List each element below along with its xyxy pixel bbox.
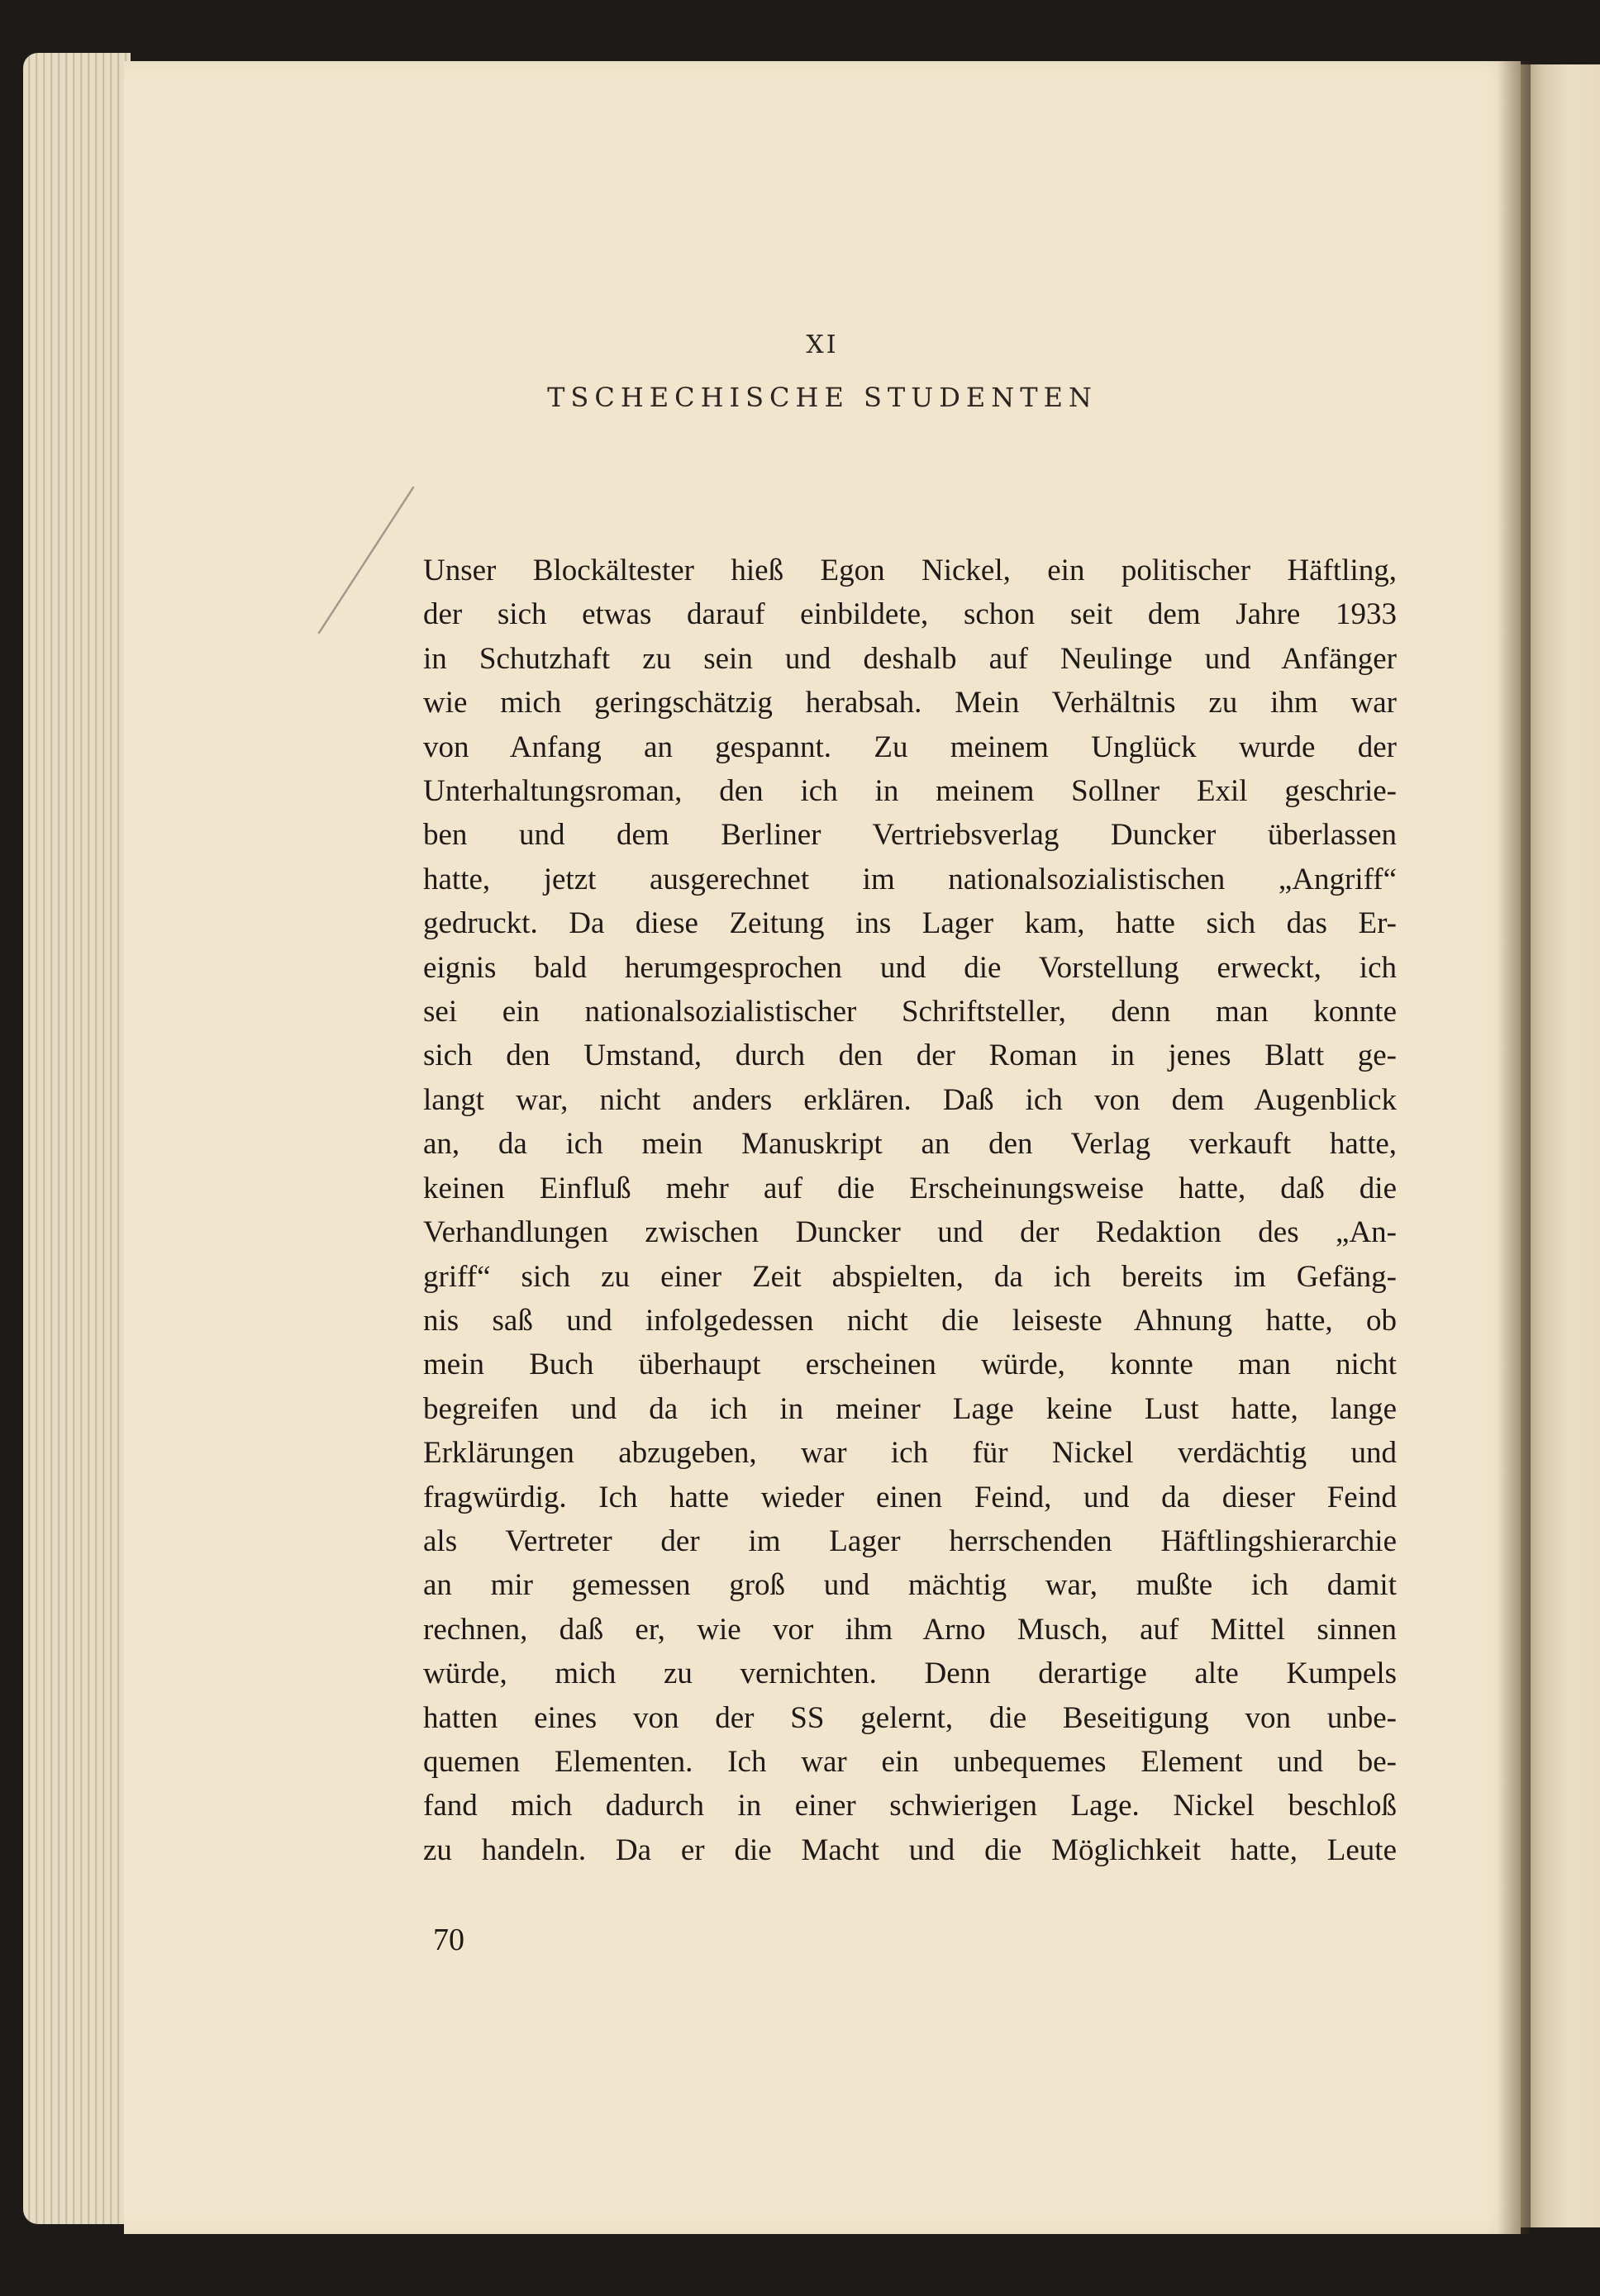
text-line: würde, mich zu vernichten. Denn derartige alte Kumpels: [423, 1657, 1397, 1691]
text-line: sich den Umstand, durch den der Roman in jenes Blatt ge-: [423, 1039, 1397, 1073]
text-line: an mir gemessen groß und mächtig war, mußte ich damit: [423, 1568, 1397, 1603]
chapter-number: XI: [806, 330, 839, 359]
text-line: hatten eines von der SS gelernt, die Beseitigung von unbe-: [423, 1700, 1397, 1735]
text-line: wie mich geringschätzig herabsah. Mein Verhältnis zu ihm war: [423, 686, 1397, 720]
text-line: zu handeln. Da er die Macht und die Möglichkeit hatte, Leute: [423, 1833, 1397, 1867]
text-line: nis saß und infolgedessen nicht die leiseste Ahnung hatte, ob: [423, 1303, 1397, 1338]
text-line: langt war, nicht anders erklären. Daß ich von dem Augenblick: [423, 1082, 1397, 1117]
facing-page-edge: [1521, 64, 1600, 2227]
text-line: begreifen und da ich in meiner Lage keine Lust hatte, lange: [423, 1391, 1397, 1426]
text-line: als Vertreter der im Lager herrschenden Häftlingshierarchie: [423, 1524, 1397, 1558]
chapter-title: TSCHECHISCHE STUDENTEN: [547, 382, 1098, 413]
pencil-mark-icon: [312, 482, 420, 639]
text-line: Erklärungen abzugeben, war ich für Nickel verdächtig und: [423, 1436, 1397, 1471]
text-line: der sich etwas darauf einbildete, schon seit dem Jahre 1933: [423, 597, 1397, 632]
text-line: Unser Blockältester hieß Egon Nickel, ein politischer Häftling,: [423, 554, 1397, 587]
text-line: hatte, jetzt ausgerechnet im nationalsozialistischen „Angriff“: [423, 862, 1397, 896]
text-line: Unterhaltungsroman, den ich in meinem Sollner Exil geschrie-: [423, 774, 1397, 809]
text-line: mein Buch überhaupt erscheinen würde, konnte man nicht: [423, 1348, 1397, 1382]
page-number: 70: [433, 1923, 464, 1957]
book-page-edges: [23, 53, 131, 2224]
text-line: rechnen, daß er, wie vor ihm Arno Musch, auf Mittel sinnen: [423, 1612, 1397, 1647]
text-line: eignis bald herumgesprochen und die Vorstellung erweckt, ich: [423, 950, 1397, 985]
text-line: an, da ich mein Manuskript an den Verlag verkauft hatte,: [423, 1127, 1397, 1162]
text-line: griff“ sich zu einer Zeit abspielten, da ich bereits im Gefäng-: [423, 1259, 1397, 1294]
text-line: fand mich dadurch in einer schwierigen Lage. Nickel beschloß: [423, 1789, 1397, 1823]
text-line: quemen Elementen. Ich war ein unbequemes Element und be-: [423, 1744, 1397, 1779]
text-line: ben und dem Berliner Vertriebsverlag Duncker überlassen: [423, 818, 1397, 853]
text-line: von Anfang an gespannt. Zu meinem Unglück wurde der: [423, 730, 1397, 764]
text-line: gedruckt. Da diese Zeitung ins Lager kam, hatte sich das Er-: [423, 906, 1397, 941]
text-line: in Schutzhaft zu sein und deshalb auf Neulinge und Anfänger: [423, 641, 1397, 676]
text-line: keinen Einfluß mehr auf die Erscheinungsweise hatte, daß die: [423, 1171, 1397, 1205]
body-text: [423, 549, 1397, 1872]
text-line: fragwürdig. Ich hatte wieder einen Feind, und da dieser Feind: [423, 1480, 1397, 1514]
text-line: Verhandlungen zwischen Duncker und der Redaktion des „An-: [423, 1215, 1397, 1250]
text-line: sei ein nationalsozialistischer Schriftsteller, denn man konnte: [423, 995, 1397, 1029]
